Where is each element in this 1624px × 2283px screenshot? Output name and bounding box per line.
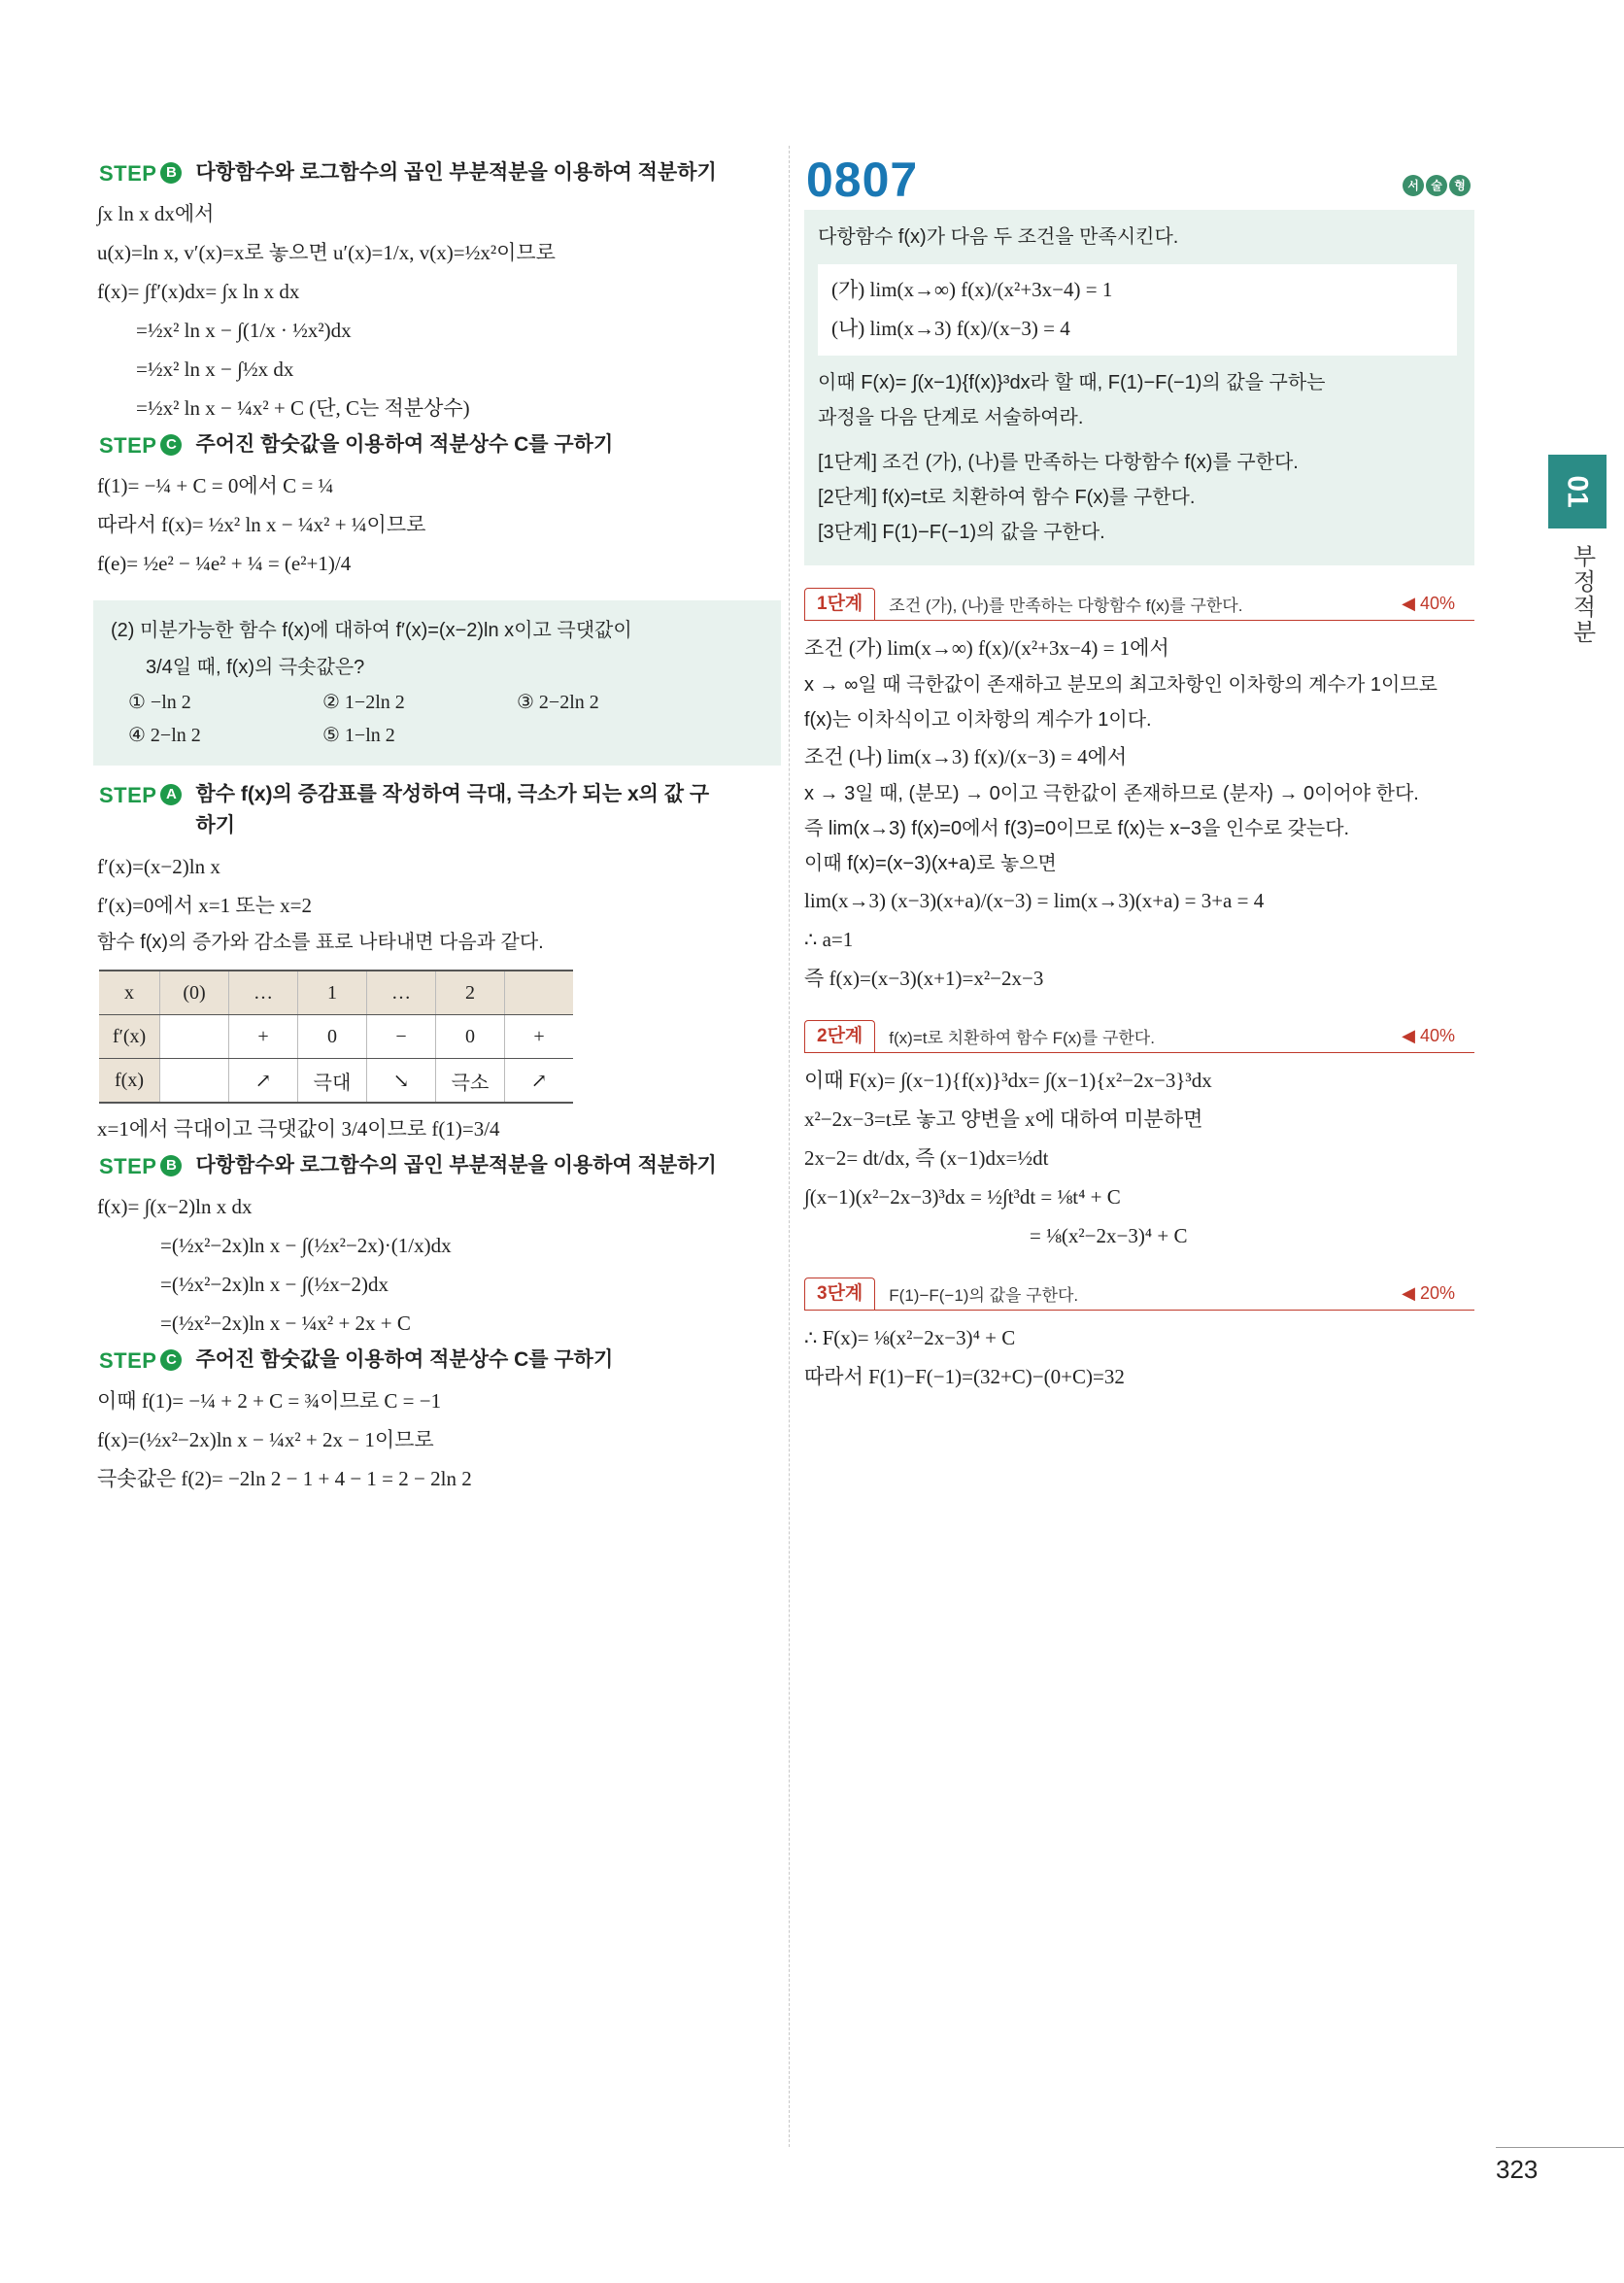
- math-line: ∴ F(x)= ⅛(x²−2x−3)⁴ + C: [804, 1326, 1016, 1349]
- question-intro: 다항함수 f(x)가 다음 두 조건을 만족시킨다.: [818, 226, 1179, 248]
- problem-box: [93, 600, 781, 766]
- math-line: 따라서 F(1)−F(−1)=(32+C)−(0+C)=32: [804, 1365, 1125, 1388]
- math-line: =(½x²−2x)ln x − ¼x² + 2x + C: [160, 1312, 411, 1335]
- stage-1-bar: [804, 587, 1474, 621]
- math-line: 따라서 f(x)= ½x² ln x − ¼x² + ¼이므로: [97, 513, 426, 536]
- step-b-heading: STEP B 다항함수와 로그함수의 곱인 부분적분을 이용하여 적분하기: [99, 1154, 717, 1178]
- math-line: x²−2x−3=t로 놓고 양변을 x에 대하여 미분하면: [804, 1107, 1203, 1131]
- question-box: [804, 210, 1474, 565]
- chapter-label: 부정적분: [1569, 544, 1595, 645]
- math-line: f(x)= ∫(x−2)ln x dx: [97, 1195, 253, 1218]
- step-c-heading: STEP C 주어진 함숫값을 이용하여 적분상수 C를 구하기: [99, 1348, 614, 1373]
- choice-3: ③ 2−2ln 2: [517, 692, 599, 713]
- math-line: f(e)= ½e² − ¼e² + ¼ = (e²+1)/4: [97, 552, 352, 575]
- right-column: [804, 155, 1474, 1396]
- math-line: 조건 (나) lim(x→3) f(x)/(x−3) = 4에서: [804, 745, 1128, 768]
- step-list-item: [2단계] f(x)=t로 치환하여 함수 F(x)를 구한다.: [818, 487, 1196, 508]
- left-column: [97, 155, 767, 1498]
- question-task: 과정을 다음 단계로 서술하여라.: [818, 407, 1084, 428]
- answer-choices: [111, 686, 765, 752]
- step-a-heading: STEP A 함수 f(x)의 증감표를 작성하여 극대, 극소가 되는 x의 값 구하기: [99, 783, 710, 836]
- conditions-box: [818, 264, 1457, 356]
- column-divider: [789, 146, 790, 2147]
- text-line: 즉 lim(x→3) f(x)=0에서 f(3)=0이므로 f(x)는 x−3을 인수로 갖는다.: [804, 818, 1350, 839]
- condition-ga: (가) lim(x→∞) f(x)/(x²+3x−4) = 1: [831, 278, 1113, 301]
- stage-percent: ◀ 40%: [1402, 1025, 1455, 1045]
- math-line: 이때 F(x)= ∫(x−1){f(x)}³dx= ∫(x−1){x²−2x−3}³dx: [804, 1069, 1212, 1092]
- math-line: =(½x²−2x)ln x − ∫(½x²−2x)·(1/x)dx: [160, 1234, 452, 1257]
- choice-5: ⑤ 1−ln 2: [322, 725, 395, 746]
- text-line: f(x)는 이차식이고 이차항의 계수가 1이다.: [804, 709, 1152, 731]
- math-line: =(½x²−2x)ln x − ∫(½x−2)dx: [160, 1273, 389, 1296]
- math-line: x=1에서 극대이고 극댓값이 3/4이므로 f(1)=3/4: [97, 1117, 500, 1141]
- stage-desc: 조건 (가), (나)를 만족하는 다항함수 f(x)를 구한다.: [889, 596, 1243, 615]
- stage-percent: ◀ 20%: [1402, 1282, 1455, 1303]
- choice-1: ① −ln 2: [128, 692, 191, 713]
- math-line: = ⅛(x²−2x−3)⁴ + C: [1030, 1224, 1188, 1247]
- choice-2: ② 1−2ln 2: [322, 692, 405, 713]
- condition-na: (나) lim(x→3) f(x)/(x−3) = 4: [831, 317, 1070, 340]
- stage-percent: ◀ 40%: [1402, 593, 1455, 613]
- stage-tag: 2단계: [804, 1020, 875, 1052]
- math-line: ∫x ln x dx에서: [97, 202, 215, 225]
- stage-2-bar: [804, 1019, 1474, 1053]
- math-line: f′(x)=(x−2)ln x: [97, 855, 220, 878]
- step-list-item: [3단계] F(1)−F(−1)의 값을 구한다.: [818, 522, 1105, 543]
- text-line: 함수 f(x)의 증가와 감소를 표로 나타내면 다음과 같다.: [97, 932, 544, 953]
- problem-question: (2) 미분가능한 함수 f(x)에 대하여 f′(x)=(x−2)ln x이고 극댓값이: [111, 620, 632, 641]
- math-line: 즉 f(x)=(x−3)(x+1)=x²−2x−3: [804, 967, 1044, 990]
- math-line: =½x² ln x − ¼x² + C (단, C는 적분상수): [136, 396, 470, 420]
- math-line: lim(x→3) (x−3)(x+a)/(x−3) = lim(x→3)(x+a) = 3+a = 4: [804, 889, 1265, 912]
- stage-3-bar: [804, 1277, 1474, 1311]
- step-b-heading: STEP B 다항함수와 로그함수의 곱인 부분적분을 이용하여 적분하기: [99, 161, 717, 186]
- stage-desc: f(x)=t로 치환하여 함수 F(x)를 구한다.: [889, 1028, 1155, 1047]
- math-line: 2x−2= dt/dx, 즉 (x−1)dx=½dt: [804, 1146, 1049, 1170]
- math-line: f(x)=(½x²−2x)ln x − ¼x² + 2x − 1이므로: [97, 1428, 434, 1451]
- step-c-heading: STEP C 주어진 함숫값을 이용하여 적분상수 C를 구하기: [99, 433, 614, 458]
- stage-tag: 1단계: [804, 588, 875, 620]
- math-line: u(x)=ln x, v′(x)=x로 놓으면 u′(x)=1/x, v(x)=½x²이므로: [97, 241, 556, 264]
- text-line: x → 3일 때, (분모) → 0이고 극한값이 존재하므로 (분자) → 0이어야 한다.: [804, 783, 1419, 804]
- math-line: =½x² ln x − ∫(1/x · ½x²)dx: [136, 319, 352, 342]
- math-line: ∫(x−1)(x²−2x−3)³dx = ½∫t³dt = ⅛t⁴ + C: [804, 1185, 1121, 1209]
- math-line: ∴ a=1: [804, 928, 854, 951]
- stage-tag: 3단계: [804, 1278, 875, 1310]
- math-line: f(1)= −¼ + C = 0에서 C = ¼: [97, 474, 334, 497]
- step-list-item: [1단계] 조건 (가), (나)를 만족하는 다항함수 f(x)를 구한다.: [818, 452, 1299, 473]
- math-line: 이때 f(1)= −¼ + 2 + C = ¾이므로 C = −1: [97, 1389, 442, 1413]
- text-line: x → ∞일 때 극한값이 존재하고 분모의 최고차항인 이차항의 계수가 1이므로: [804, 674, 1438, 696]
- descriptive-badge: 서 술 형: [1403, 175, 1471, 196]
- choice-4: ④ 2−ln 2: [128, 725, 201, 746]
- math-line: 조건 (가) lim(x→∞) f(x)/(x²+3x−4) = 1에서: [804, 636, 1169, 660]
- math-line: f(x)= ∫f′(x)dx= ∫x ln x dx: [97, 280, 300, 303]
- table-row: x (0) … 1 … 2: [99, 971, 573, 1015]
- math-line: =½x² ln x − ∫½x dx: [136, 358, 294, 381]
- problem-question: 3/4일 때, f(x)의 극솟값은?: [146, 657, 365, 678]
- question-task: 이때 F(x)= ∫(x−1){f(x)}³dx라 할 때, F(1)−F(−1)의 값을 구하는: [818, 372, 1326, 393]
- table-row: f′(x) + 0 − 0 +: [99, 1015, 573, 1059]
- table-row: f(x) ↗ 극대 ↘ 극소 ↗: [99, 1059, 573, 1104]
- chapter-tab: 01: [1548, 455, 1607, 528]
- page-number: 323: [1496, 2155, 1539, 2184]
- page-number-rule: [1496, 2147, 1624, 2148]
- math-line: f′(x)=0에서 x=1 또는 x=2: [97, 894, 312, 917]
- text-line: 이때 f(x)=(x−3)(x+a)로 놓으면: [804, 853, 1057, 874]
- increase-decrease-table: [99, 970, 573, 1104]
- question-number: 0807: [806, 153, 919, 207]
- math-line: 극솟값은 f(2)= −2ln 2 − 1 + 4 − 1 = 2 − 2ln 2: [97, 1467, 472, 1490]
- stage-desc: F(1)−F(−1)의 값을 구한다.: [889, 1285, 1079, 1305]
